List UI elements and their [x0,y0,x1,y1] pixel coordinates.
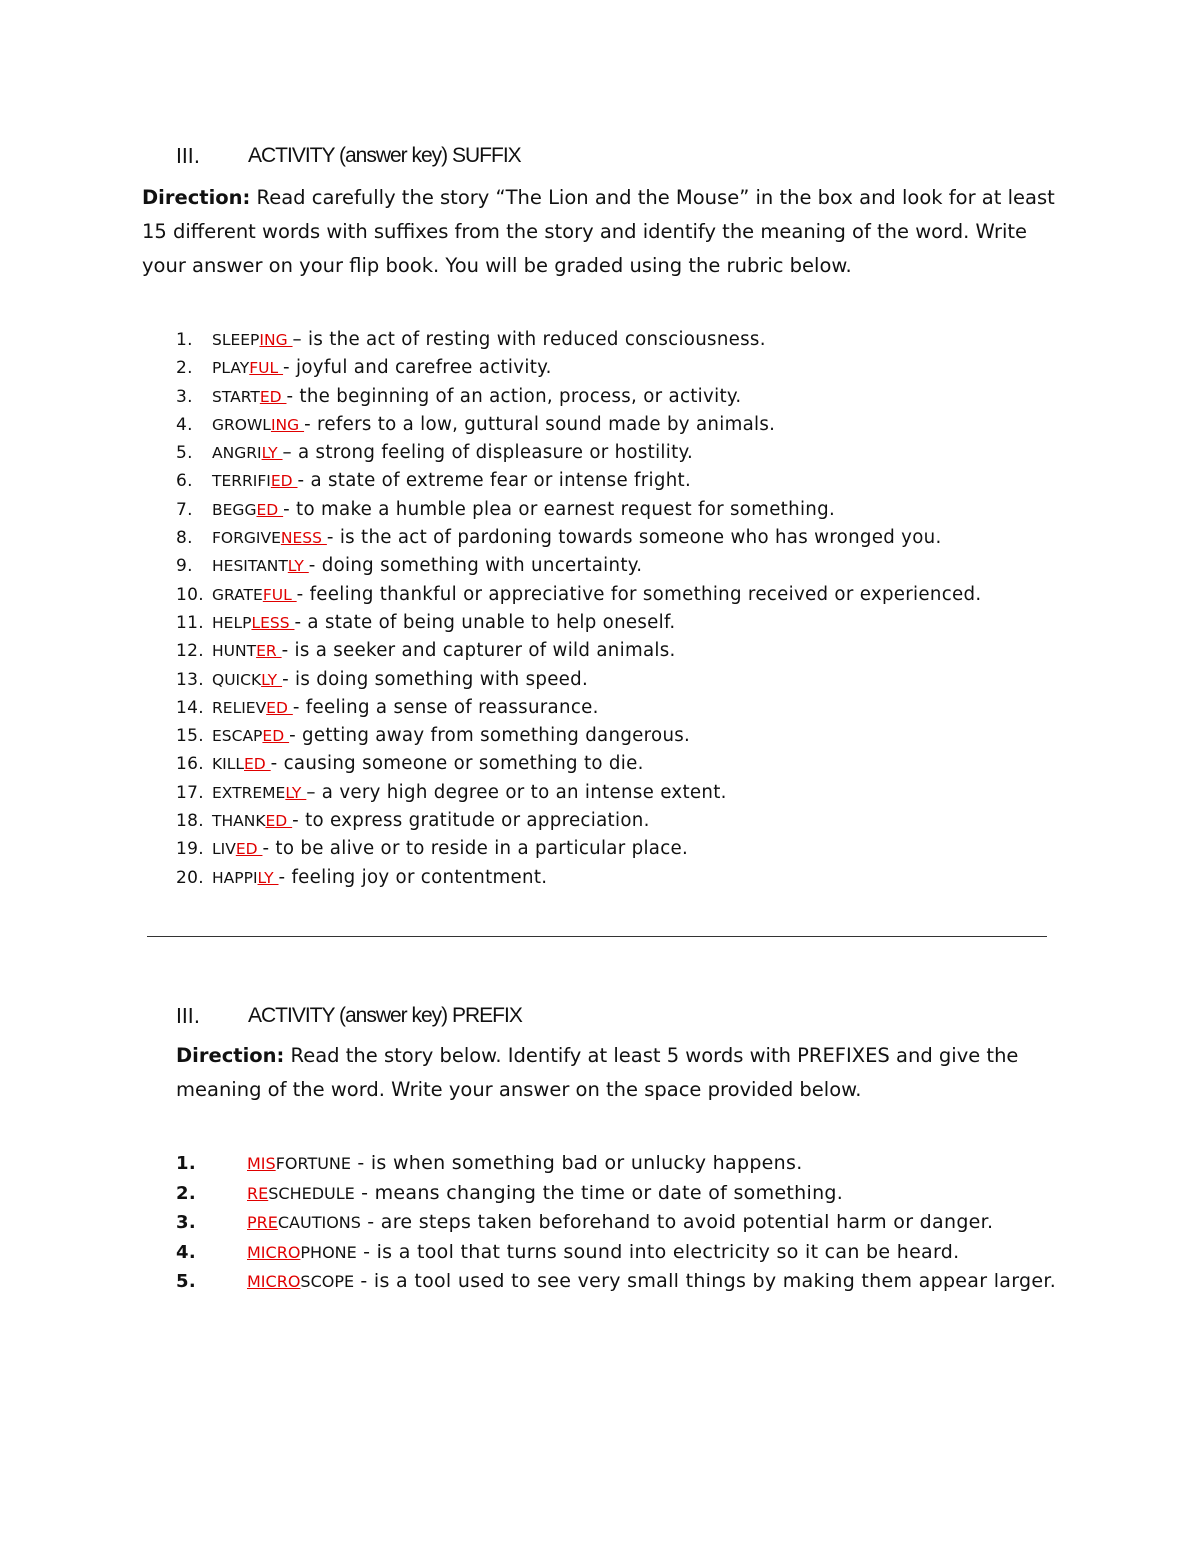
word-suffix: ED [262,727,290,746]
word-definition: – a very high degree or to an intense extent. [306,781,727,803]
word-root: HESITANT [212,557,288,576]
suffix-item [176,807,1076,835]
item-number: 16. [176,754,204,775]
section-divider [147,936,1047,937]
word-suffix: ED [256,500,284,519]
suffix-heading-number: III. [176,144,201,168]
item-number: 4. [176,414,193,435]
prefix-heading [176,1004,522,1028]
suffix-item [176,552,1076,580]
suffix-item [176,694,1076,722]
word-suffix: FUL [249,359,284,378]
word-suffix: LESS [251,613,295,632]
suffix-item [176,609,1076,637]
suffix-item [176,326,1076,354]
word-definition: - a state of being unable to help oneself. [294,611,676,633]
item-number: 3. [176,1212,196,1233]
word-definition: - to be alive or to reside in a particular place. [262,838,689,860]
word-suffix: LY [285,783,307,802]
prefix-item [176,1151,1076,1176]
word-suffix: NESS [280,529,327,548]
item-number: 13. [176,669,204,690]
word-root: PLAY [212,359,250,378]
word-root: PHONE [300,1242,357,1262]
suffix-item [176,779,1076,807]
prefix-direction-text: Read the story below. Identify at least 5 words with PREFIXES and give the meaning of the word. Write your answer on the space provided below. [176,1044,1019,1101]
word-root: GRATE [212,585,263,604]
prefix-item [176,1269,1076,1294]
word-definition: - to express gratitude or appreciation. [292,810,650,832]
item-number: 1. [176,1153,196,1174]
word-root: RELIEV [212,698,267,717]
word-definition: - are steps taken beforehand to avoid potential harm or danger. [360,1211,994,1233]
word-suffix: ED [270,472,298,491]
word-definition: - causing someone or something to die. [270,753,644,775]
word-definition: - a state of extreme fear or intense fright. [297,470,692,492]
word-root: EXTREME [212,783,286,802]
item-number: 17. [176,782,204,803]
suffix-item [176,411,1076,439]
suffix-direction [142,181,1062,283]
word-definition: - is the act of pardoning towards someone who has wronged you. [326,527,942,549]
word-root: CAUTIONS [277,1213,361,1232]
word-root: HELP [212,613,252,632]
word-prefix: MIS [247,1154,276,1173]
word-definition: - joyful and carefree activity. [283,357,552,379]
word-definition: - is a tool that turns sound into electricity so it can be heard. [356,1240,960,1263]
prefix-direction [176,1039,1036,1107]
suffix-item [176,835,1076,863]
word-root: SCHEDULE [268,1183,355,1203]
word-definition: - is a tool used to see very small things by making them appear larger. [354,1270,1057,1292]
suffix-item [176,666,1076,694]
item-number: 2. [176,1182,196,1204]
word-definition: - is when something bad or unlucky happens. [351,1152,803,1174]
prefix-answer-list [176,1151,1076,1299]
word-prefix: PRE [247,1213,278,1232]
word-prefix: MICRO [247,1272,301,1291]
word-root: SLEEP [212,331,260,349]
item-number: 5. [176,1271,196,1292]
item-number: 1. [176,330,193,350]
word-definition: - refers to a low, guttural sound made by animals. [304,413,776,435]
word-root: GROWL [212,415,271,434]
word-suffix: ING [270,415,305,434]
item-number: 12. [176,641,204,662]
suffix-item [176,750,1076,778]
word-root: SCOPE [300,1272,355,1291]
word-definition: - feeling thankful or appreciative for something received or experienced. [296,583,982,605]
item-number: 3. [176,386,193,407]
prefix-heading-title: ACTIVITY (answer key) PREFIX [248,1004,522,1027]
suffix-answer-list [176,326,1076,892]
item-number: 6. [176,471,193,492]
prefix-direction-label: Direction: [176,1044,285,1067]
word-suffix: LY [257,868,279,887]
item-number: 7. [176,499,193,520]
word-prefix: RE [247,1183,269,1203]
suffix-item [176,467,1076,495]
word-suffix: ED [265,812,293,831]
word-definition: - the beginning of an action, process, or activity. [286,385,742,407]
suffix-heading [176,144,521,168]
word-root: QUICK [212,670,262,689]
word-definition: – a strong feeling of displeasure or hostility. [282,442,694,464]
item-number: 14. [176,697,204,718]
word-root: HAPPI [212,868,258,887]
word-suffix: ER [256,642,282,661]
suffix-direction-label: Direction: [142,186,251,209]
suffix-item [176,722,1076,750]
prefix-heading-number: III. [176,1004,201,1028]
word-suffix: ED [244,755,271,774]
word-suffix: LY [261,444,283,463]
word-root: LIV [212,840,236,859]
suffix-item [176,637,1076,665]
word-definition: – is the act of resting with reduced consciousness. [292,329,766,350]
item-number: 20. [176,867,204,888]
word-definition: - feeling a sense of reassurance. [292,696,599,718]
suffix-heading-title: ACTIVITY (answer key) SUFFIX [248,144,521,167]
word-definition: - means changing the time or date of something. [354,1181,844,1204]
word-root: ANGRI [212,444,262,463]
item-number: 15. [176,726,204,747]
word-suffix: ED [266,698,293,717]
word-root: THANK [212,812,266,831]
suffix-item [176,383,1076,411]
suffix-item [176,439,1076,467]
prefix-item [176,1240,1076,1265]
word-root: HUNT [212,642,257,661]
word-root: ESCAP [212,727,263,746]
word-suffix: FUL [262,585,297,604]
word-root: BEGG [212,500,257,519]
word-definition: - getting away from something dangerous. [289,725,691,747]
item-number: 9. [176,556,193,577]
item-number: 10. [176,584,204,605]
item-number: 11. [176,612,204,633]
word-prefix: MICRO [247,1242,301,1262]
suffix-item [176,354,1076,382]
word-suffix: ED [235,840,263,859]
word-suffix: ING [259,331,293,349]
item-number: 18. [176,811,204,832]
word-root: FORGIVE [212,529,281,548]
item-number: 5. [176,443,193,464]
word-suffix: ED [259,387,287,406]
suffix-item [176,496,1076,524]
word-definition: - to make a humble plea or earnest request for something. [283,498,836,520]
word-definition: - feeling joy or contentment. [278,866,548,888]
item-number: 19. [176,839,204,860]
word-root: KILL [212,755,245,774]
suffix-item [176,581,1076,609]
item-number: 8. [176,528,193,549]
suffix-item [176,864,1076,892]
word-definition: - is doing something with speed. [282,668,589,690]
word-root: START [212,387,260,406]
prefix-item [176,1181,1076,1206]
item-number: 2. [176,358,193,379]
suffix-item [176,524,1076,552]
item-number: 4. [176,1241,196,1263]
word-suffix: LY [261,670,283,689]
word-definition: - is a seeker and capturer of wild animals. [281,640,676,662]
word-definition: - doing something with uncertainty. [308,555,643,577]
word-root: FORTUNE [275,1154,351,1173]
suffix-direction-text: Read carefully the story “The Lion and the Mouse” in the box and look for at least 15 different words with suffixes from the story and identify the meaning of the word. Write your answer on your flip book. You will be graded using the rubric below. [142,186,1055,277]
word-root: TERRIFI [212,472,271,491]
word-suffix: LY [287,557,309,576]
prefix-item [176,1210,1076,1235]
